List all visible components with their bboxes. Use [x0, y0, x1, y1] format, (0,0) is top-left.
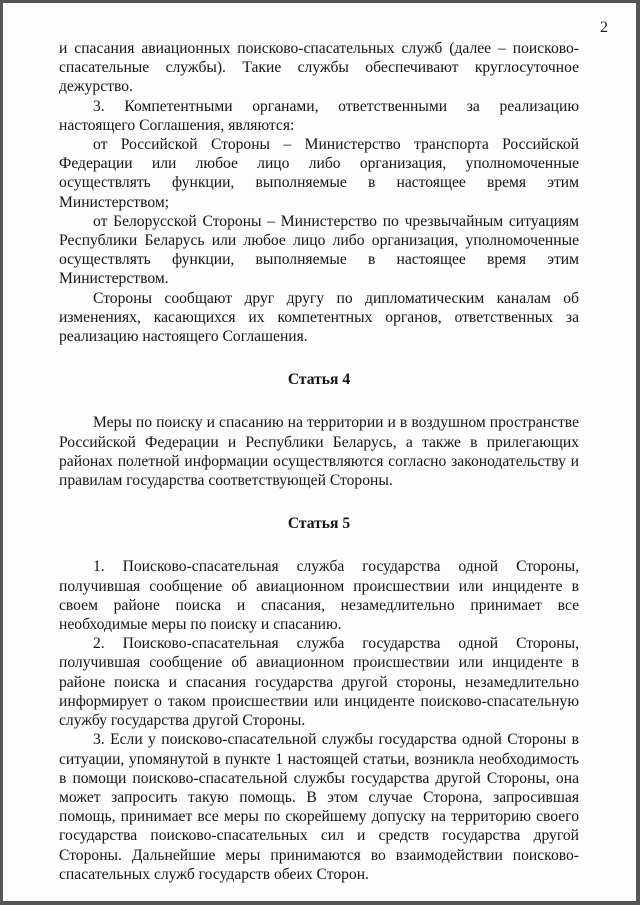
article-4-heading: Статья 4 [287, 371, 351, 389]
paragraph-russian-side: от Российской Стороны – Министерство транспорта Российской Федерации или любое лицо либо организация, уполномоченные осуществлять функции, выполняемые в настоящее время этим Министерством; [59, 136, 579, 211]
document-body [59, 39, 579, 884]
paragraph-continuation: и спасания авиационных поисково-спасательных служб (далее – поисково-спасательные службы). Такие службы обеспечивают круглосуточное дежурство. [59, 40, 579, 96]
page-number: 2 [600, 19, 608, 36]
paragraph-belarusian-side: от Белорусской Стороны – Министерство по чрезвычайным ситуациям Республики Беларусь или любое лицо либо организация, уполномоченные осуществлять функции, выполняемые в настоящее время этим Министерством. [59, 212, 579, 288]
article-5-heading: Статья 5 [287, 515, 351, 533]
article-4-text: Меры по поиску и спасанию на территории и в воздушном пространстве Российской Федерации и Республики Беларусь, а также в прилегающих районах полетной информации осуществляются согласно законодательству и правилам государства соответствующей Стороны. [59, 414, 579, 490]
paragraph-competent-authorities: 3. Компетентными органами, ответственными за реализацию настоящего Соглашения, являются: [59, 97, 579, 134]
article-5-paragraph-2: 2. Поисково-спасательная служба государства одной Стороны, получившая сообщение об авиационном происшествии или инциденте в районе поиска и спасания государства другой стороны, незамедлительно информирует о таком происшествии или инциденте поисково-спасательную службу государства другой Стороны. [59, 635, 579, 730]
article-5-paragraph-1: 1. Поисково-спасательная служба государства одной Стороны, получившая сообщение об авиационном происшествии или инциденте в своем районе поиска и спасания, незамедлительно принимает все необходимые меры по поиску и спасанию. [59, 558, 579, 634]
article-5-paragraph-3: 3. Если у поисково-спасательной службы государства одной Стороны в ситуации, упомянутой в пункте 1 настоящей статьи, возникла необходимость в помощи поисково-спасательной службы государства другой Стороны, она может запросить такую помощь. В этом случае Сторона, запросившая помощь, принимает все меры по скорейшему допуску на территорию своего государства поисково-спасательных сил и средств государства другой Стороны. Дальнейшие меры принимаются во взаимодействии поисково-спасательных служб государств обеих Сторон. [59, 731, 579, 883]
paragraph-notification: Стороны сообщают друг другу по дипломатическим каналам об изменениях, касающихся их компетентных органов, ответственных за реализацию настоящего Соглашения. [59, 289, 579, 346]
